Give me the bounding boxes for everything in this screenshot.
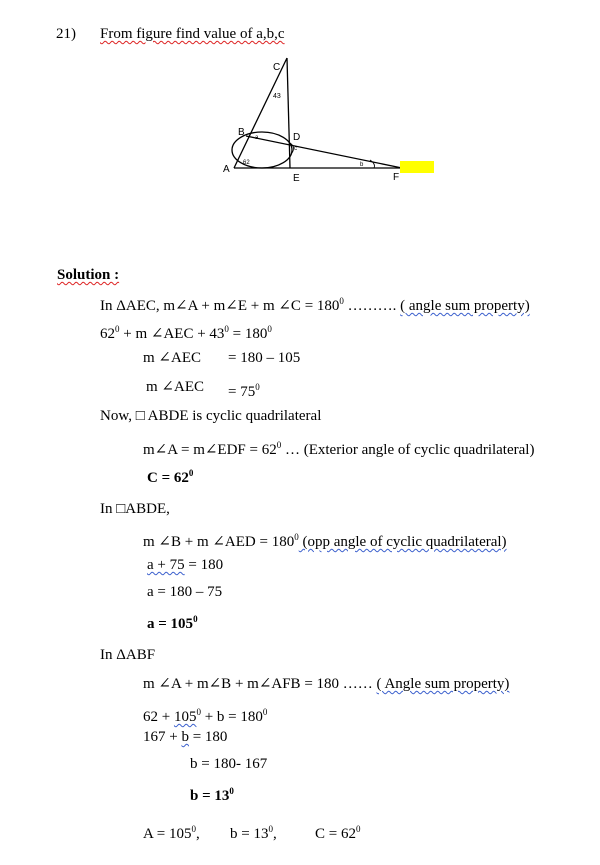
line-12: $a = 105^0$	[147, 614, 198, 632]
line-BF	[246, 136, 402, 168]
angle-label-D: c	[294, 146, 297, 152]
line-AC	[234, 58, 287, 168]
line-8: In □ABDE,	[100, 501, 170, 517]
final-a: $A = 105^0$,	[143, 824, 200, 842]
final-c: $C = 62^0$	[315, 824, 361, 842]
question-text: From figure find value of a,b,c	[100, 26, 285, 42]
label-F: F	[393, 172, 400, 183]
line-17: b = 180- 167	[190, 756, 268, 772]
solution-heading: Solution :	[57, 267, 120, 283]
angle-label-F: b	[360, 162, 364, 168]
line-1: In ΔAEC, m∠A + m∠E + m ∠C = $180^0$ ………. ( angle sum property)	[100, 296, 530, 314]
line-CE	[287, 58, 290, 168]
line-14: m ∠A + m∠B + m∠AFB = 180 …… ( Angle sum property)	[143, 676, 510, 692]
line-9: m ∠B + m ∠AED = $180^0$ (opp angle of cyclic quadrilateral)	[143, 532, 507, 550]
line-15: $62 + 105^0 + b = 180^0$	[143, 707, 268, 725]
label-D: D	[293, 132, 301, 143]
line-10: a + 75 = 180	[147, 557, 224, 573]
line-16: 167 + b = 180	[143, 729, 228, 745]
line-6: m∠A = m∠EDF = $62^0$ … (Exterior angle of cyclic quadrilateral)	[143, 440, 535, 458]
line-3b: = 180 – 105	[228, 350, 301, 366]
final-b: $b = 13^0$,	[230, 824, 277, 842]
line-4b: = $75^0$	[228, 382, 260, 400]
yellow-highlight	[400, 161, 434, 173]
line-7: $C = 62^0$	[147, 468, 194, 486]
angle-label-C: 43	[273, 93, 281, 100]
angle-label-A: 62	[243, 160, 250, 166]
line-18: $b = 13^0$	[190, 786, 234, 804]
angle-label-B: a	[255, 135, 259, 141]
label-C: C	[273, 62, 281, 73]
label-A: A	[223, 164, 230, 175]
label-B: B	[238, 127, 245, 138]
line-4: m ∠AEC	[146, 379, 204, 395]
line-5: Now, □ ABDE is cyclic quadrilateral	[100, 408, 322, 424]
line-2: $62^0 + m$ ∠AEC + $43^0 = 180^0$	[100, 324, 272, 342]
line-13: In ΔABF	[100, 647, 156, 663]
line-3: m ∠AEC	[143, 350, 201, 366]
question-number: 21)	[56, 26, 76, 42]
geometry-figure	[0, 40, 600, 270]
line-11: a = 180 – 75	[147, 584, 223, 600]
label-E: E	[293, 173, 300, 184]
